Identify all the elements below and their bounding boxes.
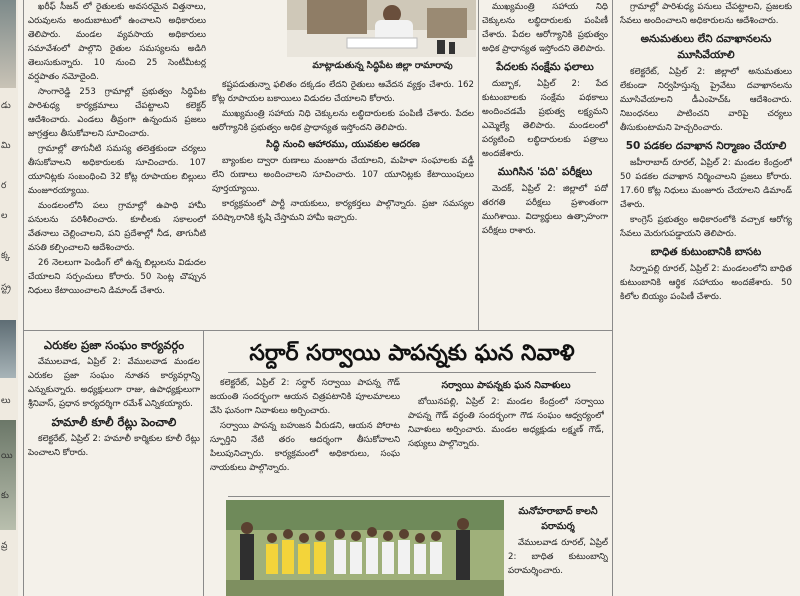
edge-text-fragment: లు	[1, 396, 11, 406]
article-paragraph: గ్రామాల్లో పారిశుధ్య పనులు చేపట్టాలని, ప్రజలకు సేవలు అందించాలని అధికారులను ఆదేశించారు.	[620, 2, 792, 26]
article-col3	[212, 78, 474, 328]
article-paragraph: కలెక్టరేట్, ఏప్రిల్ 2: హమాలీ కార్మికుల కూలీ రేట్లు పెంచాలని కోరారు.	[28, 434, 200, 458]
article-paragraph: సర్వాయి పాపన్న బహుజన వీరుడని, ఆయన పోరాట స్ఫూర్తిని నేటి తరం ఆదర్శంగా తీసుకోవాలని పిలుపునిచ్చారు. కార్యక్రమంలో అధికారులు, సంఘ నాయకులు పాల్గొన్నారు.	[210, 421, 400, 473]
article-bottom-col2	[210, 376, 400, 494]
article-headline: హమాలీ కూలీ రేట్లు పెంచాలి	[51, 415, 177, 429]
article-col1	[28, 0, 206, 328]
article-paragraph: ముఖ్యమంత్రి సహాయ నిధి చెక్కులను లబ్ధిదారులకు పంపిణీ చేశారు. పేదల ఆరోగ్యానికి ప్రభుత్వం అధిక ప్రాధాన్యత ఇస్తోందని తెలిపారు.	[212, 109, 474, 133]
article-bottom-col1	[28, 334, 200, 596]
article-headline: 50 పడకల దవాఖాన నిర్మాణం చేయాలి	[625, 140, 787, 152]
article-headline: అనుమతులు లేని దవాఖానలను మూసివేయాలి	[640, 33, 772, 61]
edge-text-fragment: క్క	[1, 251, 11, 261]
news-photo-meeting	[287, 0, 476, 57]
edge-photo-bottom	[0, 420, 16, 530]
article-paragraph: జహీరాబాద్ రూరల్, ఏప్రిల్ 2: మండల కేంద్రంలో 50 పడకల దవాఖాన నిర్మించాలని ప్రజలు కోరారు. 17.60 కోట్ల నిధులు మంజూరు చేయాలని డిమాండ్ చేశారు.	[620, 158, 792, 210]
article-paragraph: గ్రామాల్లో తాగునీటి సమస్య తలెత్తకుండా చర్యలు తీసుకోవాలని అధికారులకు సూచించారు. 107 యూనిట్లకు సంబంధించి 32 కోట్ల రూపాయల బిల్లులు మంజూరయ్యాయి.	[28, 144, 206, 196]
column-rule	[612, 0, 613, 596]
article-col4	[482, 0, 608, 330]
article-paragraph: కార్యక్రమంలో పార్టీ నాయకులు, కార్యకర్తలు పాల్గొన్నారు. ప్రజా సమస్యల పరిష్కారానికి కృషి చేస్తామని హామీ ఇచ్చారు.	[212, 199, 474, 223]
article-paragraph: సిర్నాపల్లి రూరల్, ఏప్రిల్ 2: మండలంలోని బాధిత కుటుంబానికి ఆర్థిక సహాయం అందజేశారు. 50 కిలోల బియ్యం పంపిణీ చేశారు.	[620, 264, 792, 302]
article-headline: ఎరుకల ప్రజా సంఘం కార్యవర్గం	[43, 338, 185, 352]
article-subheading: సిద్ధి నుంచి ఆహారము, యువకుల ఆదరణ	[266, 139, 420, 150]
group-photo-illustration	[226, 500, 504, 596]
article-headline: బాధిత కుటుంబానికి బాసట	[650, 246, 762, 258]
article-col5	[620, 0, 792, 596]
article-paragraph: సాంగారెడ్డి 253 గ్రామాల్లో ప్రభుత్వం సిద్ధిపేట పారిశుధ్య కార్యక్రమాలు చేపట్టాలని కలెక్టర్ ఆదేశించారు. ఎండలు తీవ్రంగా ఉన్నందున ప్రజలు జాగ్రత్తలు తీసుకోవాలని సూచించారు.	[28, 87, 206, 139]
column-rule	[478, 0, 479, 330]
news-photo-group	[226, 500, 504, 596]
article-paragraph: బ్యాంకుల ద్వారా రుణాలు మంజూరు చేయాలని, మహిళా సంఘాలకు వడ్డీ లేని రుణాలు అందించాలని సూచించారు. 107 యూనిట్లకు కేటాయింపులు పూర్తయ్యాయి.	[212, 156, 474, 194]
article-paragraph: వేములవాడ రూరల్, ఏప్రిల్ 2: బాధిత కుటుంబాన్ని పరామర్శించారు.	[508, 538, 608, 576]
edge-text-fragment: కు	[1, 491, 9, 501]
column-rule	[23, 0, 24, 596]
column-rule	[203, 330, 204, 596]
article-bottom-col4	[508, 502, 608, 596]
article-paragraph: మెదక్, ఏప్రిల్ 2: జిల్లాలో పదో తరగతి పరీక్షలు ప్రశాంతంగా ముగిశాయి. విద్యార్థులు ఉత్సాహంగా పరీక్షలు రాశారు.	[482, 184, 608, 236]
article-subheading: మనోహరాబాద్ కాలనీ పరామర్శ	[518, 506, 598, 532]
article-paragraph: 26 నెలలుగా పెండింగ్ లో ఉన్న బిల్లులను విడుదల చేయాలని సర్పంచులు కోరారు. 50 సెంట్ల చొప్పున నిధులు కేటాయించాలని డిమాండ్ చేశారు.	[28, 258, 206, 296]
article-paragraph: బోయినపల్లి, ఏప్రిల్ 2: మండల కేంద్రంలో సర్వాయి పాపన్న గౌడ్ వర్ధంతి సందర్భంగా గౌడ సంఘం ఆధ్వర్యంలో నివాళులు అర్పించారు. మండల అధ్యక్షుడు లక్ష్మణ్ గౌడ్, సభ్యులు పాల్గొన్నారు.	[408, 397, 604, 449]
article-paragraph: ఖరీఫ్ సీజన్ లో రైతులకు అవసరమైన విత్తనాలు, ఎరువులను అందుబాటులో ఉంచాలని అధికారులు తెలిపారు. మండల వ్యవసాయ అధికారులు సమావేశంలో పాల్గొని రైతుల సమస్యలను అడిగి తెలుసుకున్నారు. 10 నుంచి 25 సెంటీమీటర్ల వర్షపాతం నమోదైంది.	[28, 2, 206, 82]
section-rule	[228, 496, 610, 497]
left-page-edge	[0, 0, 18, 596]
article-paragraph: కలెక్టరేట్, ఏప్రిల్ 2: జిల్లాలో అనుమతులు లేకుండా నిర్వహిస్తున్న ప్రైవేటు దవాఖానలను మూసివేయాలని డీఎంహెచ్ఓ ఆదేశించారు. నిబంధనలు పాటించని వారిపై చర్యలు తీసుకుంటామని హెచ్చరించారు.	[620, 67, 792, 133]
article-subheading: సర్వాయి పాపన్నకు ఘన నివాళులు	[441, 380, 571, 391]
article-bottom-col3	[408, 376, 604, 494]
article-paragraph: మండలంలోని పలు గ్రామాల్లో ఉపాధి హామీ పనులను పరిశీలించారు. కూలీలకు సకాలంలో వేతనాలు చెల్లించాలని, పని ప్రదేశాల్లో నీడ, తాగునీటి వసతి కల్పించాలని ఆదేశించారు.	[28, 201, 206, 253]
edge-text-fragment: వ్ర	[1, 541, 8, 551]
edge-text-fragment: ర	[1, 181, 7, 191]
photo-caption: మాట్లాడుతున్న సిద్ధిపేట జిల్లా రామారావు	[312, 61, 453, 71]
article-paragraph: కాంగ్రెస్ ప్రభుత్వం అధికారంలోకి వచ్చాక ఆరోగ్య సేవలు మెరుగుపడ్డాయని తెలిపారు.	[620, 215, 792, 239]
article-paragraph: వేములవాడ, ఏప్రిల్ 2: వేములవాడ మండల ఎరుకల ప్రజా సంఘం నూతన కార్యవర్గాన్ని ఎన్నుకున్నారు. అధ్యక్షులుగా రాజు, ఉపాధ్యక్షులుగా శ్రీనివాస్, ప్రధాన కార్యదర్శిగా రమేశ్ ఎన్నికయ్యారు.	[28, 357, 200, 409]
article-headline: ముగిసిన 'పది' పరీక్షలు	[497, 166, 593, 178]
meeting-photo-illustration	[287, 0, 476, 57]
edge-photo-top	[0, 0, 16, 88]
article-paragraph: దుబ్బాక, ఏప్రిల్ 2: పేద కుటుంబాలకు సంక్షేమ పథకాలు అందించడమే ప్రభుత్వ లక్ష్యమని ఎమ్మెల్యే తెలిపారు. మండలంలో పర్యటించి లబ్ధిదారులకు పత్రాలు అందజేశారు.	[482, 79, 608, 159]
edge-text-fragment: మి	[1, 141, 11, 151]
article-headline: పేదలకు సంక్షేమ ఫలాలు	[496, 61, 594, 73]
edge-photo-mid	[0, 320, 16, 378]
edge-text-fragment: యి	[1, 451, 13, 461]
article-paragraph: కష్టపడుతున్నా ఫలితం దక్కడం లేదని రైతులు ఆవేదన వ్యక్తం చేశారు. 162 కోట్ల రూపాయల బకాయిలు విడుదల చేయాలని కోరారు.	[212, 80, 474, 104]
article-paragraph: కలెక్టరేట్, ఏప్రిల్ 2: సర్దార్ సర్వాయి పాపన్న గౌడ్ జయంతి సందర్భంగా ఆయన చిత్రపటానికి పూలమాలలు వేసి ఘనంగా నివాళులు అర్పించారు.	[210, 378, 400, 416]
section-rule	[228, 372, 596, 373]
section-rule	[23, 330, 613, 331]
main-headline: సర్దార్ సర్వాయి పాపన్నకు ఘన నివాళి	[249, 341, 575, 366]
article-paragraph: ముఖ్యమంత్రి సహాయ నిధి చెక్కులను లబ్ధిదారులకు పంపిణీ చేశారు. పేదల ఆరోగ్యానికి ప్రభుత్వం అధిక ప్రాధాన్యత ఇస్తోందని తెలిపారు.	[482, 2, 608, 54]
edge-text-fragment: ల	[1, 211, 8, 221]
edge-text-fragment: డు	[1, 101, 11, 111]
edge-text-fragment: స్ట్ర	[1, 283, 11, 293]
